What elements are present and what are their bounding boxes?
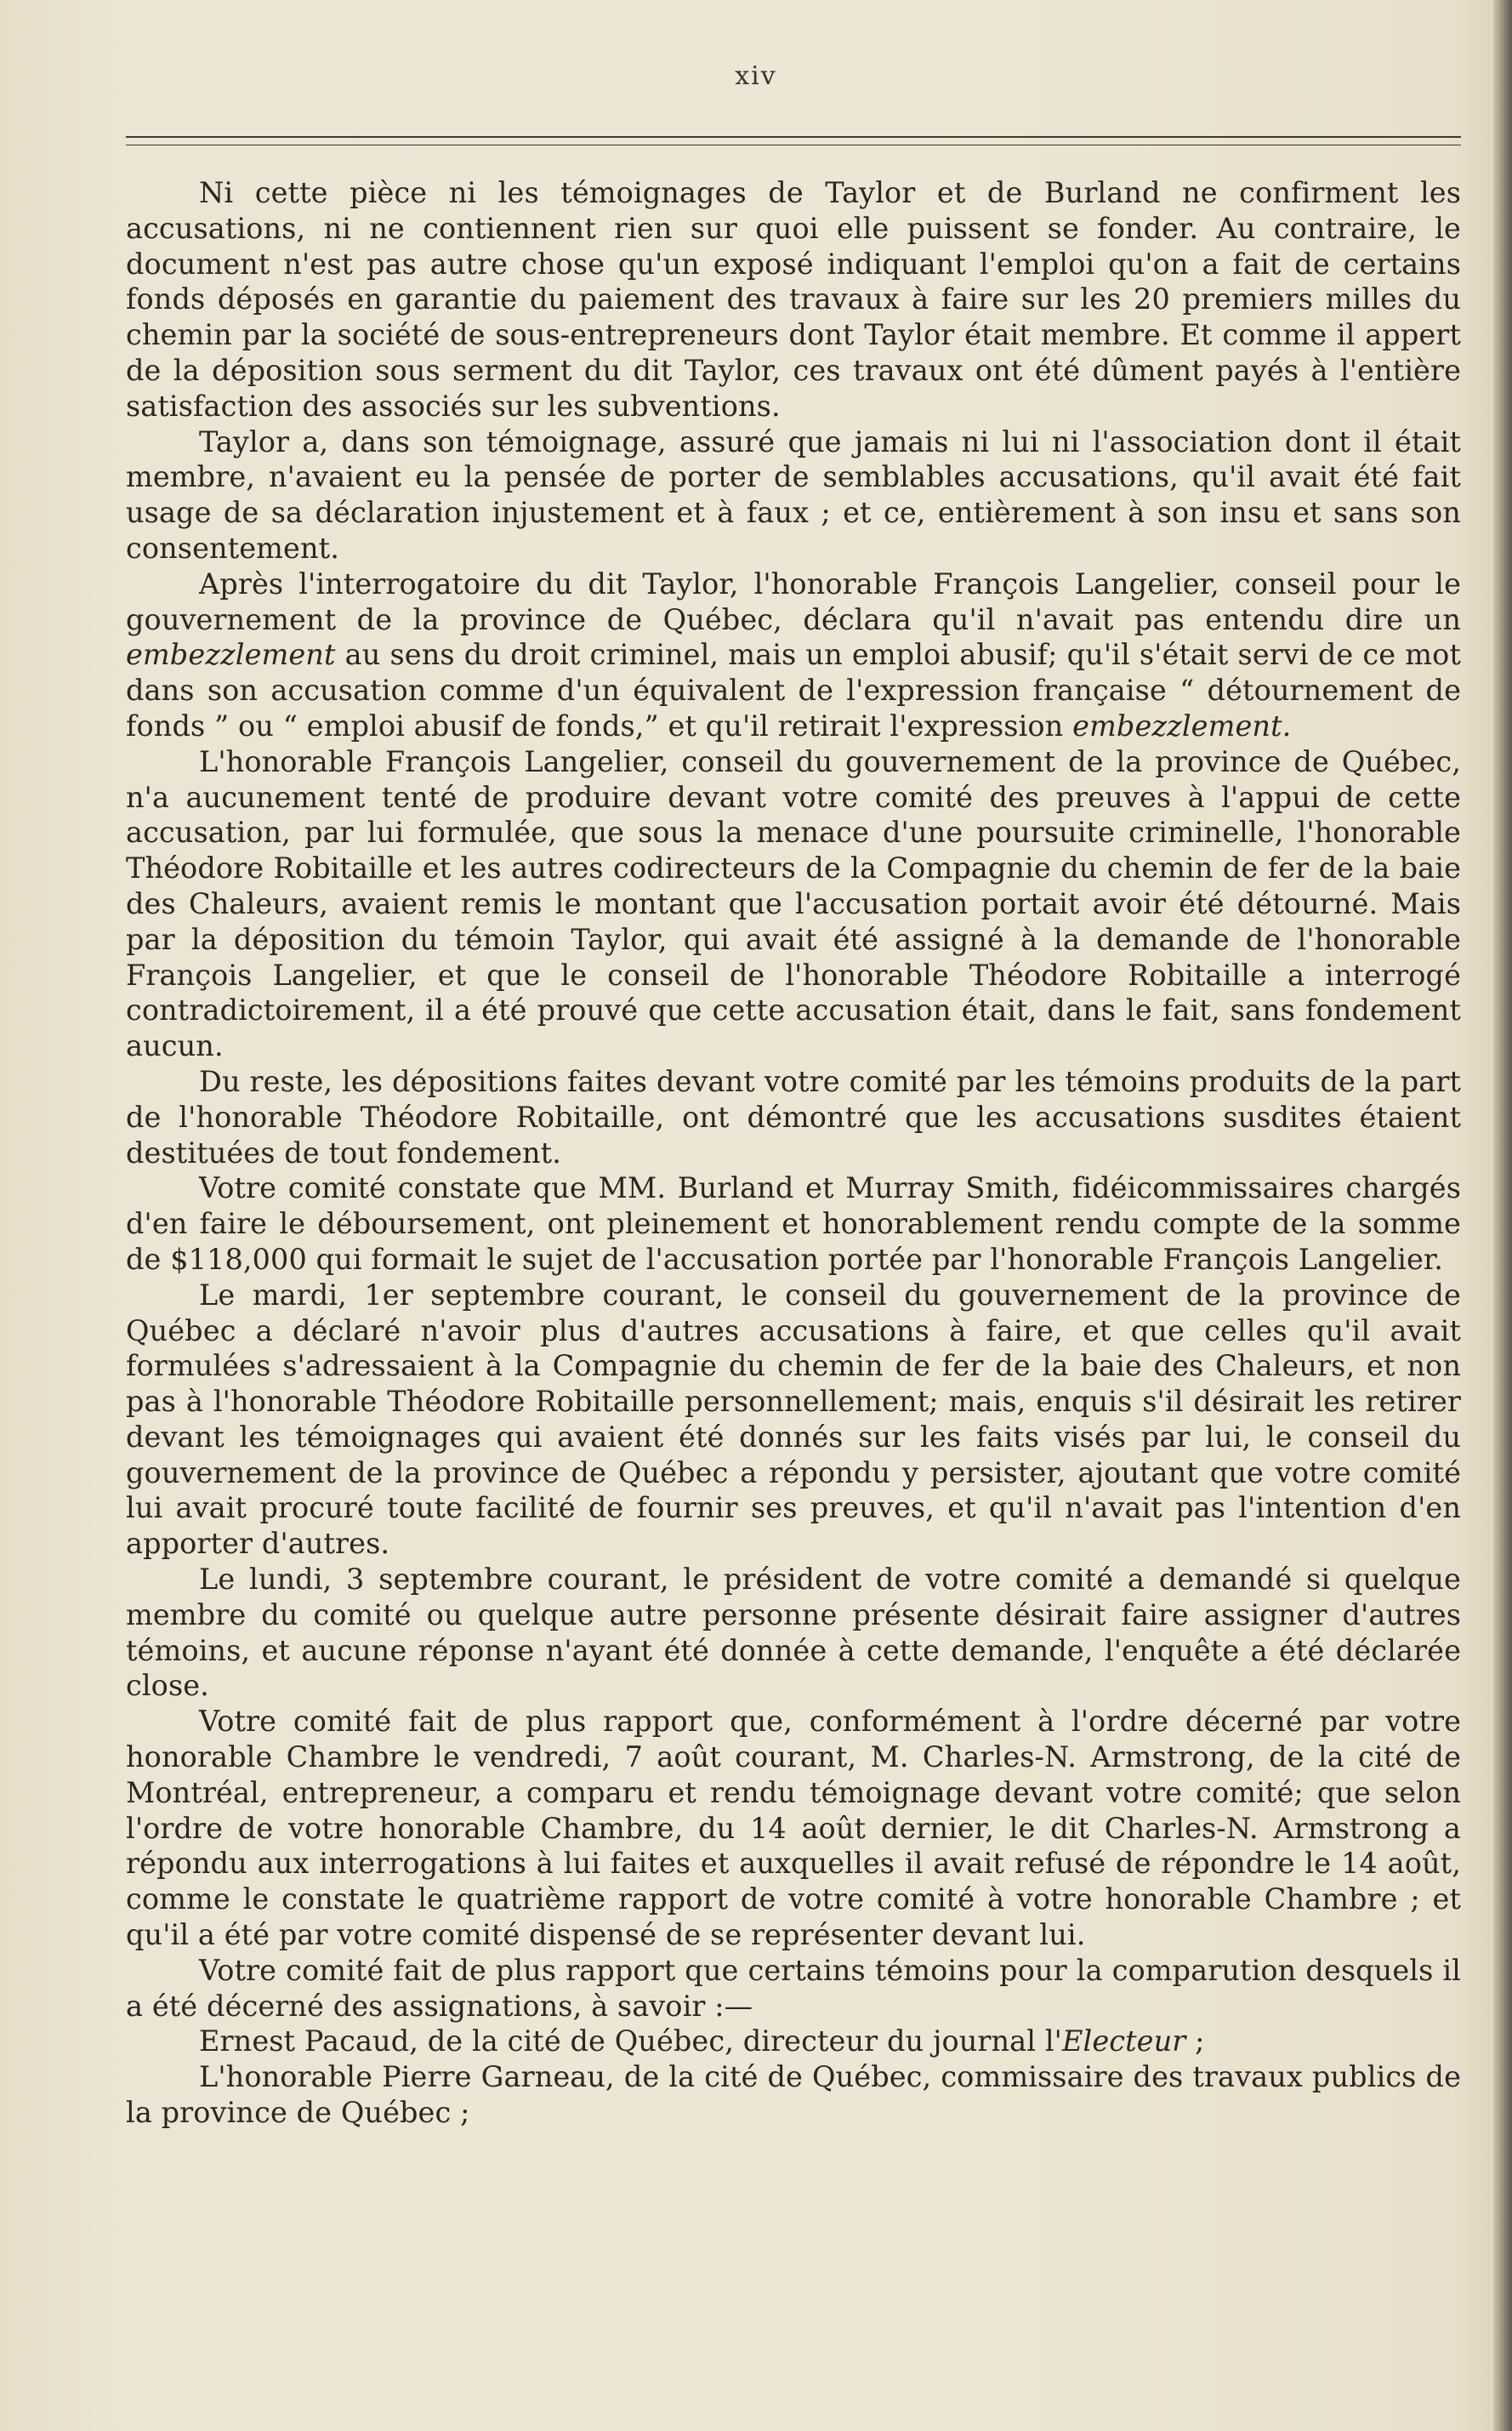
paragraph-text: Ni cette pièce ni les témoignages de Taylor et de Burland ne confirment les accusations, ni ne contiennent rien sur quoi elle puissent se fonder. Au contraire, le document n'est pas autre chose qu'un exposé indiquant l'emploi qu'on a fait de certains fonds déposés en garantie du paiement des travaux à faire sur les 20 premiers milles du chemin par la société de sous-entrepreneurs dont Taylor était membre. Et comme il appert de la déposition sous serment du dit Taylor, ces travaux ont été dûment payés à l'entière satisfaction des associés sur les subventions. [126,176,1461,423]
paragraph [126,2059,1461,2131]
paragraph-text: au sens du droit criminel, mais un emploi abusif; qu'il s'était servi de ce mot dans son accusation comme d'un équivalent de l'expression française “ détournement de fonds ” ou “ emploi abusif de fonds,” et qu'il retirait l'expression [126,638,1461,743]
paragraph [126,1953,1461,2024]
page-number: xiv [735,61,777,91]
italic-text: Electeur [1061,2024,1186,2058]
paragraph [126,1064,1461,1170]
paragraph-text: Le mardi, 1er septembre courant, le conseil du gouvernement de la province de Québec a déclaré n'avoir plus d'autres accusations à faire, et que celles qu'il avait formulées s'adressaient à la Compagnie du chemin de fer de la baie des Chaleurs, et non pas à l'honorable Théodore Robitaille personnellement; mais, enquis s'il désirait les retirer devant les témoignages qui avaient été donnés sur les faits visés par lui, le conseil du gouvernement de la province de Québec a répondu y persister, ajoutant que votre comité lui avait procuré toute facilité de fournir ses preuves, et qu'il n'avait pas l'intention d'en apporter d'autres. [126,1278,1461,1561]
paragraph-text: Votre comité fait de plus rapport que, conformément à l'ordre décerné par votre honorable Chambre le vendredi, 7 août courant, M. Charles-N. Armstrong, de la cité de Montréal, entrepreneur, a comparu et rendu témoignage devant votre comité; que selon l'ordre de votre honorable Chambre, du 14 août dernier, le dit Charles-N. Armstrong a répondu aux interrogations à lui faites et auxquelles il avait refusé de répondre le 14 août, comme le constate le quatrième rapport de votre comité à votre honorable Chambre ; et qu'il a été par votre comité dispensé de se représenter devant lui. [126,1705,1461,1952]
paragraph [126,1278,1461,1562]
paragraph [126,2024,1461,2059]
paragraph-text: Après l'interrogatoire du dit Taylor, l'honorable François Langelier, conseil pour le gouvernement de la province de Québec, déclara qu'il n'avait pas entendu dire un [126,566,1461,636]
header-rule-thick [126,136,1461,138]
paragraph-text: Le lundi, 3 septembre courant, le président de votre comité a demandé si quelque membre du comité ou quelque autre personne présente désirait faire assigner d'autres témoins, et aucune réponse n'ayant été donnée à cette demande, l'enquête a été déclarée close. [126,1563,1461,1703]
italic-text: embezzlement [126,638,336,672]
paragraph-text: Taylor a, dans son témoignage, assuré que jamais ni lui ni l'association dont il était membre, n'avaient eu la pensée de porter de semblables accusations, qu'il avait été fait usage de sa déclaration injustement et à faux ; et ce, entièrement à son insu et sans son consentement. [126,424,1461,565]
paragraph [126,175,1461,424]
paragraph-text: Votre comité constate que MM. Burland et Murray Smith, fidéicommissaires chargés d'en faire le déboursement, ont pleinement et honorablement rendu compte de la somme de $118,000 qui formait le sujet de l'accusation portée par l'honorable François Langelier. [126,1171,1461,1276]
paragraph-text: L'honorable François Langelier, conseil du gouvernement de la province de Québec, n'a aucunement tenté de produire devant votre comité des preuves à l'appui de cette accusation, par lui formulée, que sous la menace d'une poursuite criminelle, l'honorable Théodore Robitaille et les autres codirecteurs de la Compagnie du chemin de fer de la baie des Chaleurs, avaient remis le montant que l'accusation portait avoir été détourné. Mais par la déposition du témoin Taylor, qui avait été assigné à la demande de l'honorable François Langelier, et que le conseil de l'honorable Théodore Robitaille a interrogé contradictoirement, il a été prouvé que cette accusation était, dans le fait, sans fondement aucun. [126,744,1461,1063]
paragraph [126,1704,1461,1953]
paragraph-text: Votre comité fait de plus rapport que certains témoins pour la comparution desquels il a été décerné des assignations, à savoir :— [126,1953,1461,2023]
page-binding-edge [1493,0,1512,2431]
paragraph [126,1562,1461,1704]
italic-text: embezzlement. [1072,709,1292,743]
paragraph-text: ; [1185,2024,1205,2058]
paragraph [126,1170,1461,1277]
paragraph [126,744,1461,1064]
body-text [126,175,1461,2131]
paragraph [126,424,1461,566]
paragraph-text: Du reste, les dépositions faites devant votre comité par les témoins produits de la part de l'honorable Théodore Robitaille, ont démontré que les accusations susdites étaient destituées de tout fondement. [126,1064,1461,1170]
paragraph-text: Ernest Pacaud, de la cité de Québec, directeur du journal l' [199,2024,1062,2058]
paragraph [126,566,1461,744]
paragraph-text: L'honorable Pierre Garneau, de la cité de Québec, commissaire des travaux publics de la province de Québec ; [126,2060,1461,2130]
